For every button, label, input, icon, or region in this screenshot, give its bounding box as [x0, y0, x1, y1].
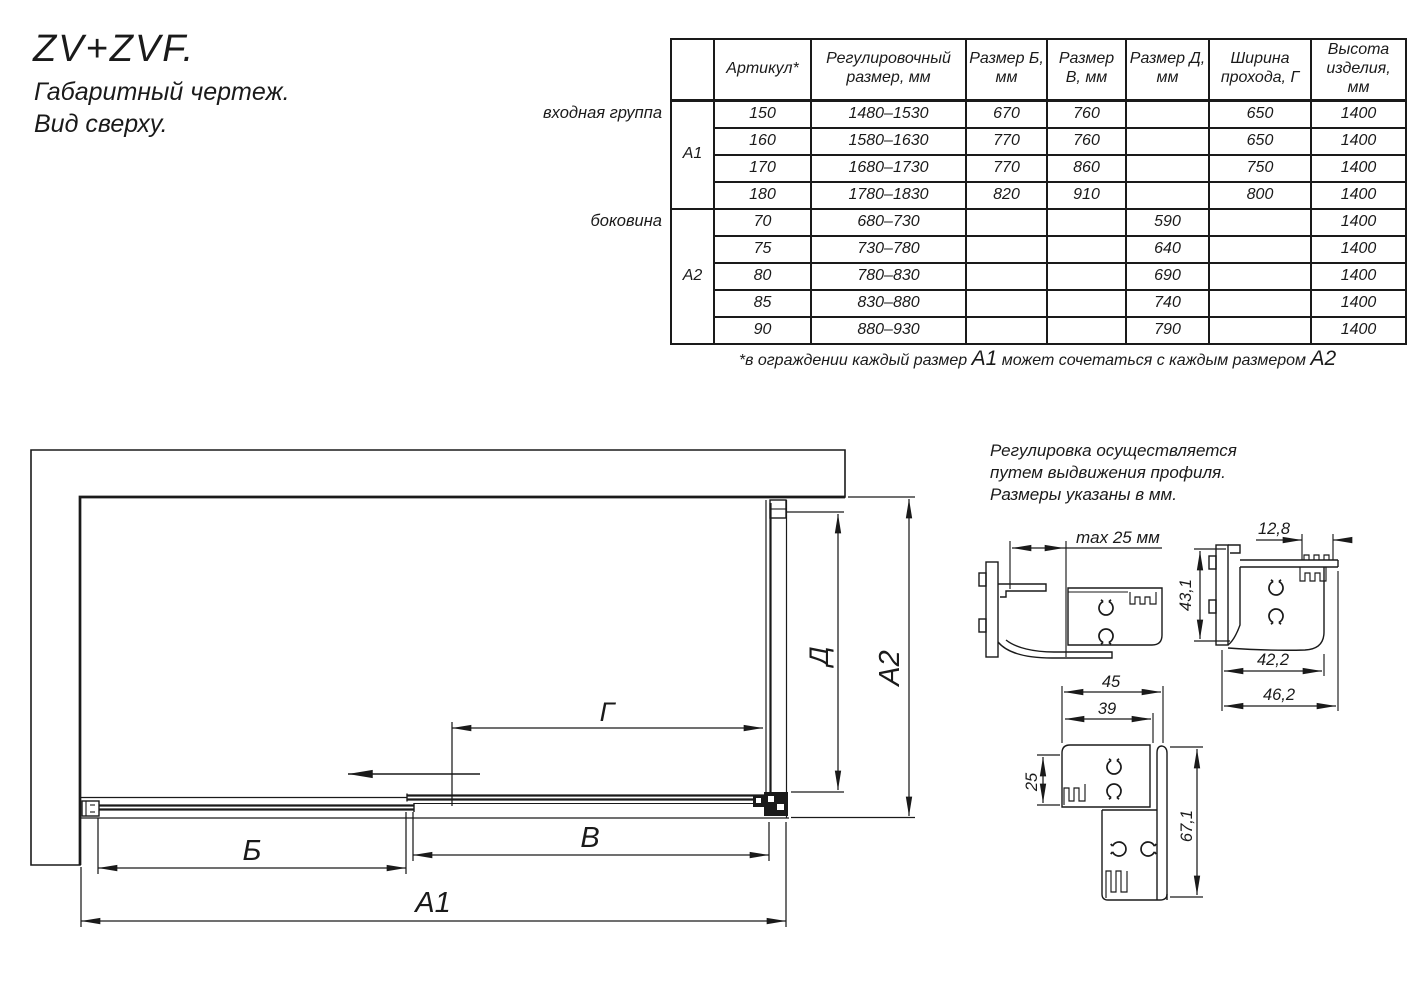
- dim-43-1-label: 43,1: [1177, 578, 1195, 612]
- side-panel: [753, 500, 788, 818]
- profile-detail-2: [1177, 520, 1349, 711]
- serration: [1300, 567, 1326, 581]
- drawing-type-title: Габаритный чертеж.: [34, 78, 290, 106]
- fixed-panel: [82, 801, 414, 816]
- footnote-a2: А2: [1310, 347, 1337, 370]
- dim-a1-label: А1: [415, 887, 451, 919]
- table-row: 75 730–780 640 1400: [671, 236, 1406, 263]
- group-label-side: боковина: [590, 212, 662, 230]
- header-artikul: Артикул*: [714, 39, 811, 100]
- table-row: 90 880–930 790 1400: [671, 317, 1406, 344]
- dim-42-2-label: 42,2: [1256, 651, 1290, 669]
- table-row: А1 150 1480–1530 670 760 650 1400: [671, 100, 1406, 128]
- header-height: Высота изделия, мм: [1311, 39, 1406, 100]
- dim-b-label: Б: [242, 835, 262, 867]
- note-line: Размеры указаны в мм.: [990, 485, 1177, 505]
- entrance-group-panels: [80, 794, 789, 819]
- wall: [31, 450, 845, 865]
- serration: [1064, 784, 1085, 805]
- note-line: Регулировка осуществляется: [990, 441, 1237, 460]
- wall-hatch: [31, 450, 845, 865]
- dim-v-label: В: [580, 822, 600, 854]
- table-row: 170 1680–1730 770 860 750 1400: [671, 155, 1406, 182]
- footnote-text: может сочетаться с каждым размером: [997, 352, 1311, 369]
- header-reg-size: Регулировочный размер, мм: [811, 39, 966, 100]
- group-code-a2: А2: [671, 209, 714, 344]
- dim-a2-label: А2: [874, 650, 906, 686]
- table-row: 160 1580–1630 770 760 650 1400: [671, 128, 1406, 155]
- dim-46-2-label: 46,2: [1262, 686, 1296, 704]
- main-dimensions: [81, 497, 915, 927]
- header-size-v: Размер В, мм: [1047, 39, 1126, 100]
- detail-2-body: [1228, 555, 1338, 650]
- note-line: путем выдвижения профиля.: [990, 463, 1226, 483]
- serration: [1106, 871, 1127, 898]
- footnote-text: *в ограждении каждый размер: [738, 352, 972, 369]
- sliding-door: [407, 794, 769, 802]
- profile-detail-1: [979, 528, 1162, 658]
- detail-3-body: [1062, 745, 1167, 900]
- detail-1-dims: [1010, 541, 1162, 657]
- main-dimension-labels: [243, 646, 906, 919]
- detail-1-post: [1068, 588, 1162, 645]
- serration: [1130, 592, 1156, 604]
- corner-connector: [753, 792, 788, 816]
- dim-g-label: Г: [599, 697, 615, 727]
- dim-25-label: 25: [1023, 772, 1041, 792]
- table-row: 85 830–880 740 1400: [671, 290, 1406, 317]
- serration: [1304, 555, 1329, 560]
- profile-detail-3: [1023, 673, 1203, 900]
- dim-45-label: 45: [1101, 673, 1121, 691]
- table-row: 80 780–830 690 1400: [671, 263, 1406, 290]
- product-title: ZV+ZVF.: [33, 28, 196, 70]
- dim-max25-label: max 25 мм: [1076, 528, 1160, 547]
- dim-39-label: 39: [1097, 700, 1117, 718]
- header-pass-width: Ширина прохода, Г: [1209, 39, 1311, 100]
- detail-1-wall-channel: [979, 562, 1112, 658]
- group-code-a1: А1: [671, 100, 714, 209]
- detail-2-wall-channel: [1209, 545, 1240, 645]
- header-size-b: Размер Б, мм: [966, 39, 1047, 100]
- group-label-entrance: входная группа: [543, 104, 662, 122]
- dim-d-label: Д: [804, 646, 834, 666]
- wall-bracket: [82, 801, 99, 816]
- header-size-d: Размер Д, мм: [1126, 39, 1209, 100]
- footnote-a1: А1: [971, 347, 998, 370]
- dim-67-1-label: 67,1: [1178, 809, 1196, 843]
- view-title: Вид сверху.: [34, 110, 168, 138]
- table-row: 180 1780–1830 820 910 800 1400: [671, 182, 1406, 209]
- dim-12-8-label: 12,8: [1257, 520, 1291, 538]
- table-row: А2 70 680–730 590 1400: [671, 209, 1406, 236]
